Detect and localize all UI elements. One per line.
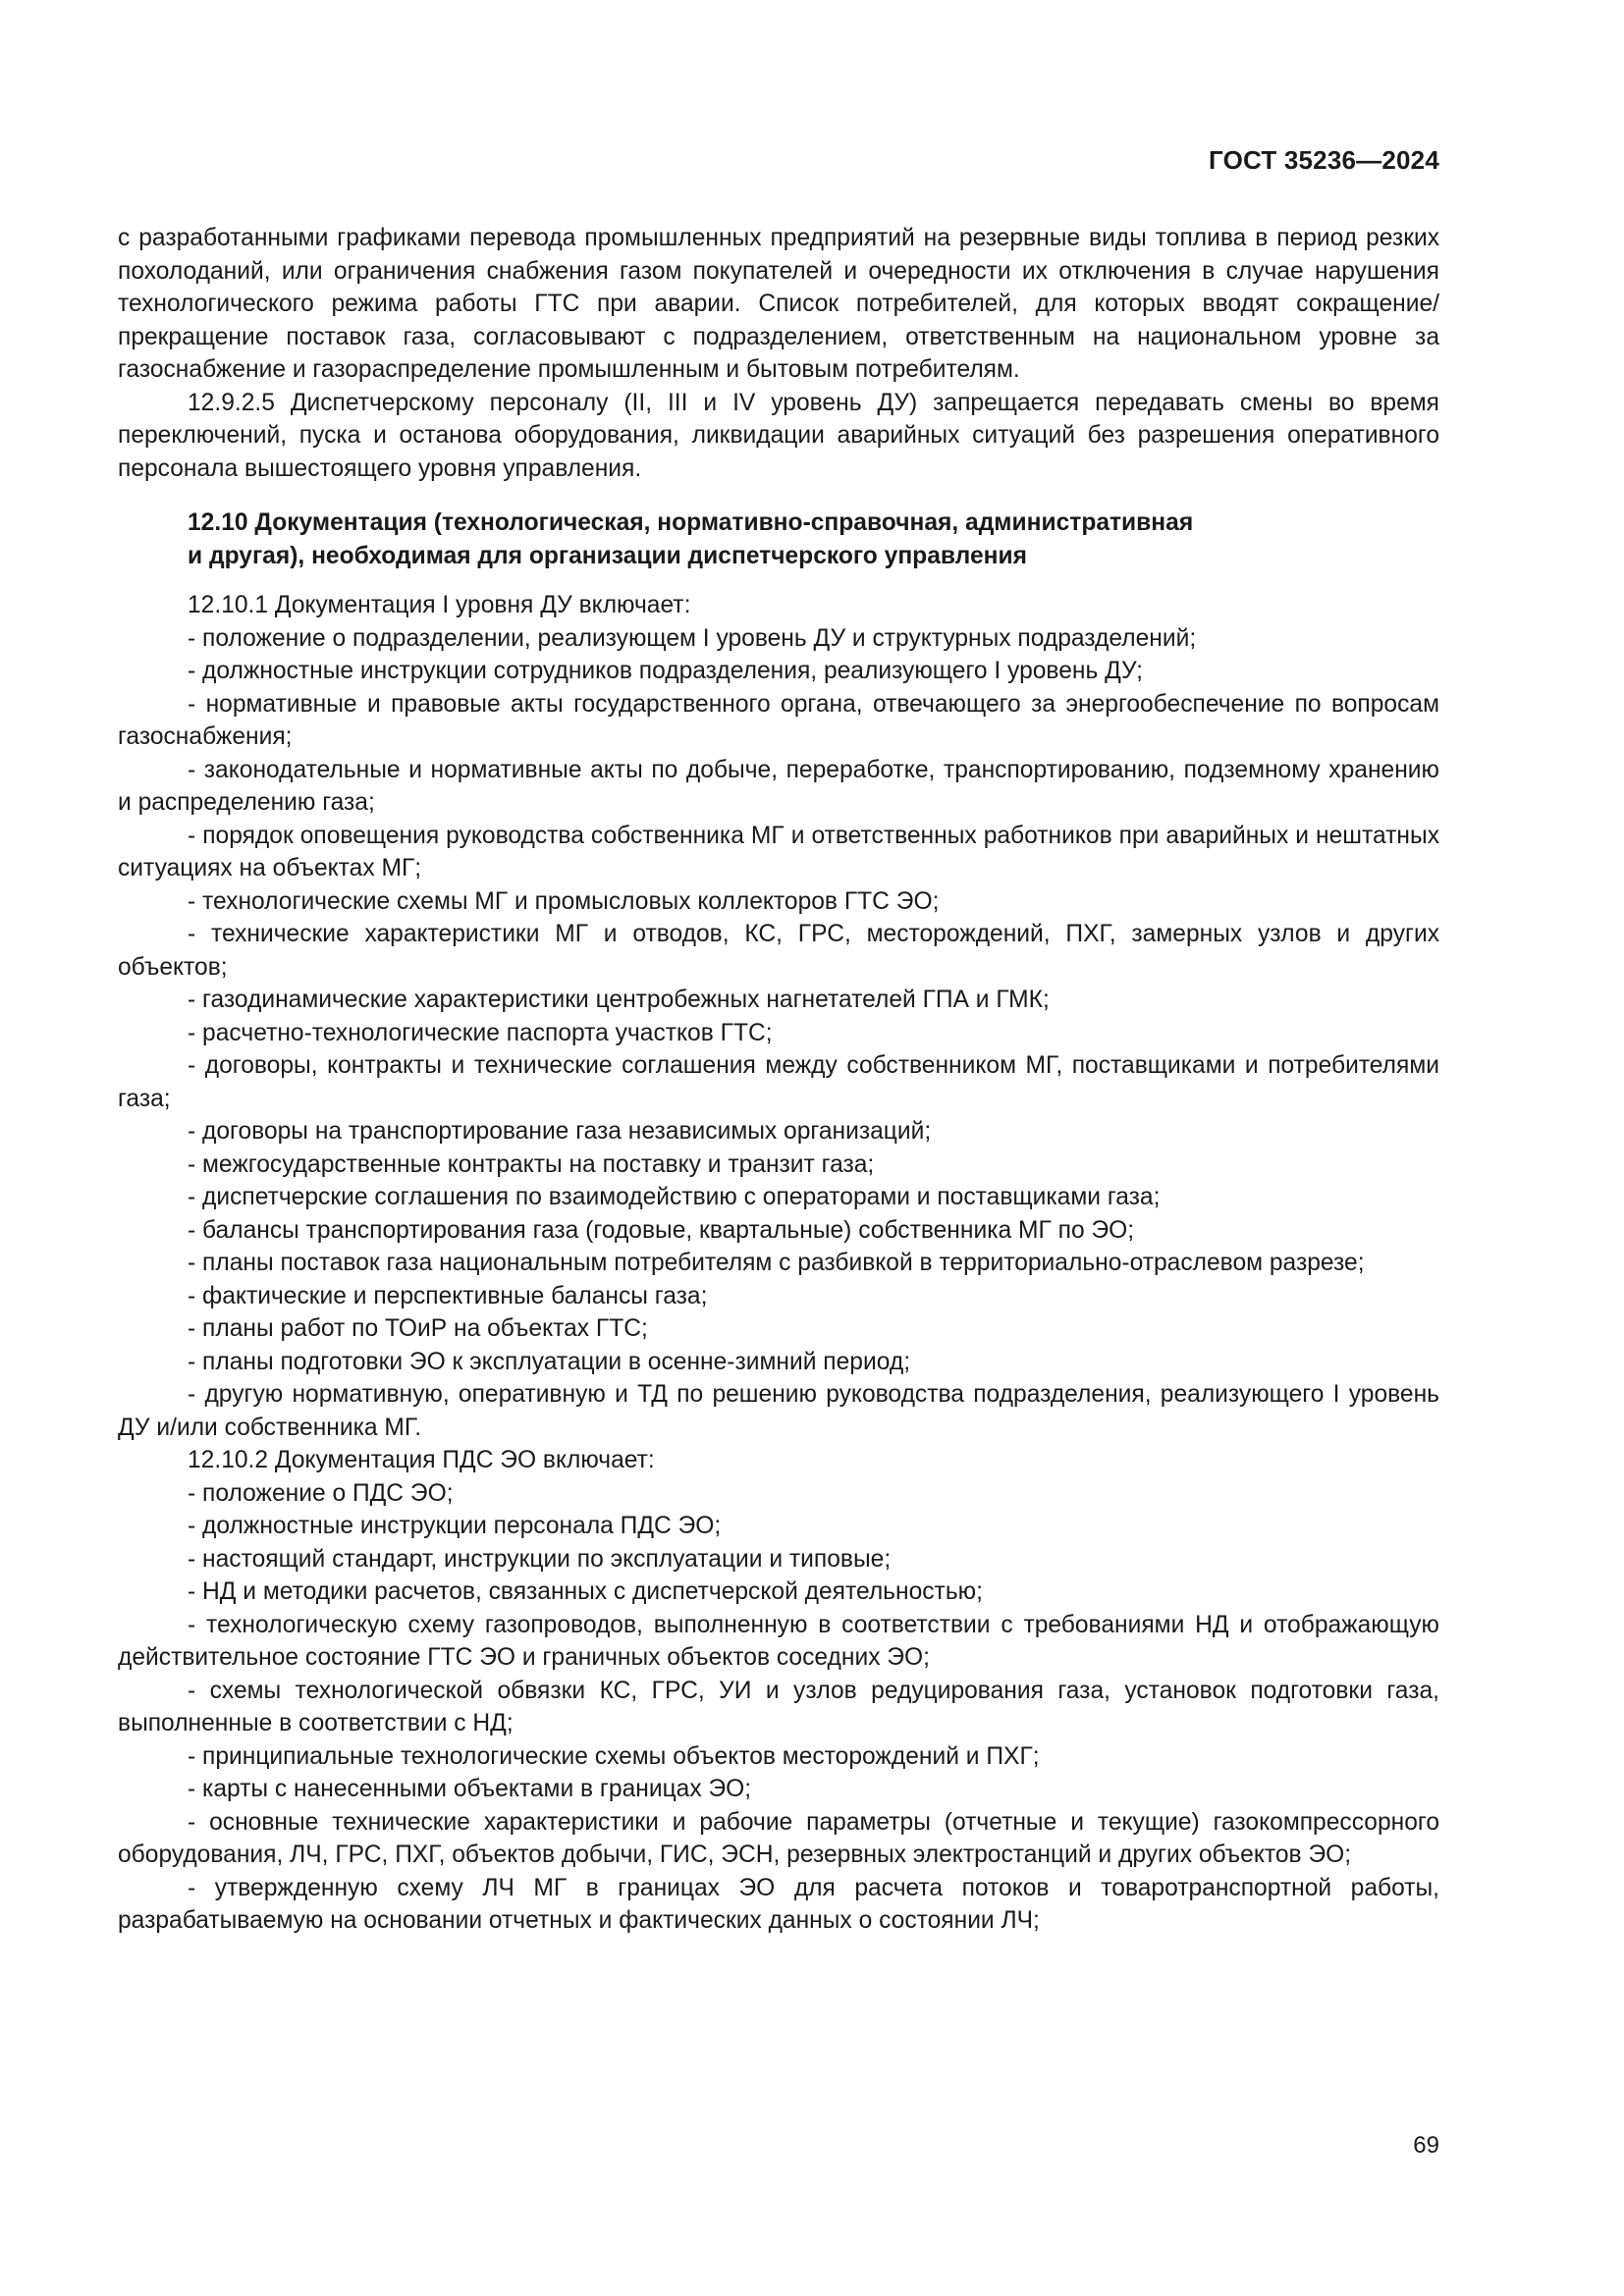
list-item: - газодинамические характеристики центробежных нагнетателей ГПА и ГМК; — [188, 987, 1050, 1013]
section-heading-line: и другая), необходимая для организации диспетчерского управления — [188, 543, 1027, 569]
document-body — [118, 222, 1439, 1938]
page-number: 69 — [1413, 2132, 1439, 2159]
list-item: - схемы технологической обвязки КС, ГРС, УИ и узлов редуцирования газа, установок подготовки газа, выполненные в соответствии с НД; — [118, 1677, 1439, 1736]
list-item: - законодательные и нормативные акты по добыче, переработке, транспортированию, подземному хранению и распределению газа; — [118, 756, 1439, 816]
list-item: - порядок оповещения руководства собственника МГ и ответственных работников при аварийных и нештатных ситуациях на объектах МГ; — [118, 822, 1439, 881]
list-item: - положение о ПДС ЭО; — [188, 1479, 454, 1507]
paragraph: 12.9.2.5 Диспетчерскому персоналу (II, III и IV уровень ДУ) запрещается передавать смены во время переключений, пуска и останова оборудования, ликвидации аварийных ситуаций без разрешения оперативного персонала вышестоящего уровня управления. — [118, 389, 1439, 482]
list-item: - расчетно-технологические паспорта участков ГТС; — [188, 1019, 773, 1046]
list-item: - другую нормативную, оперативную и ТД по решению руководства подразделения, реализующего I уровень ДУ и/или собственника МГ. — [118, 1381, 1439, 1441]
list-item: - технологическую схему газопроводов, выполненную в соответствии с требованиями НД и отображающую действительное состояние ГТС ЭО и граничных объектов соседних ЭО; — [118, 1611, 1439, 1671]
list-item: - планы работ по ТОиР на объектах ГТС; — [188, 1315, 648, 1342]
list-item: - положение о подразделении, реализующем I уровень ДУ и структурных подразделений; — [188, 624, 1197, 652]
list-item: - должностные инструкции сотрудников подразделения, реализующего I уровень ДУ; — [188, 658, 1143, 684]
list-item: - утвержденную схему ЛЧ МГ в границах ЭО для расчета потоков и товаротранспортной работы, разрабатываемую на основании отчетных и фактических данных о состоянии ЛЧ; — [118, 1874, 1439, 1934]
list-item: - технические характеристики МГ и отводов, КС, ГРС, месторождений, ПХГ, замерных узлов и других объектов; — [118, 921, 1439, 981]
list-item: - карты с нанесенными объектами в границах ЭО; — [188, 1776, 752, 1802]
list-item: - планы подготовки ЭО к эксплуатации в осенне-зимний период; — [188, 1348, 911, 1375]
list-item: - НД и методики расчетов, связанных с диспетчерской деятельностью; — [188, 1578, 983, 1605]
paragraph: 12.10.2 Документация ПДС ЭО включает: — [188, 1447, 655, 1473]
list-item: - принципиальные технологические схемы объектов месторождений и ПХГ; — [188, 1742, 1040, 1770]
list-item: - межгосударственные контракты на поставку и транзит газа; — [188, 1150, 875, 1178]
list-item: - фактические и перспективные балансы газа; — [188, 1282, 708, 1309]
list-item: - нормативные и правовые акты государственного органа, отвечающего за энергообеспечение по вопросам газоснабжения; — [118, 690, 1439, 750]
section-heading-line: 12.10 Документация (технологическая, нормативно-справочная, административная — [188, 509, 1194, 536]
list-item: - должностные инструкции персонала ПДС ЭО; — [188, 1513, 722, 1539]
list-item: - планы поставок газа национальным потребителям с разбивкой в территориально-отраслевом разрезе; — [188, 1250, 1365, 1276]
list-item: - договоры, контракты и технические соглашения между собственником МГ, поставщиками и потребителями газа; — [118, 1052, 1439, 1112]
document-header: ГОСТ 35236—2024 — [1209, 145, 1439, 175]
section-heading — [118, 507, 1439, 573]
list-item: - технологические схемы МГ и промысловых коллекторов ГТС ЭО; — [188, 887, 940, 915]
list-item: - основные технические характеристики и рабочие параметры (отчетные и текущие) газокомпрессорного оборудования, ЛЧ, ГРС, ПХГ, объектов добычи, ГИС, ЭСН, резервных электростанций и других объектов ЭО; — [118, 1808, 1439, 1868]
list-item: - договоры на транспортирование газа независимых организаций; — [188, 1118, 932, 1145]
paragraph: с разработанными графиками перевода промышленных предприятий на резервные виды топлива в период резких похолоданий, или ограничения снабжения газом покупателей и очередности их отключения в случае нарушения технологического режима работы ГТС при аварии. Список потребителей, для которых вводят сокращение/прекращение поставок газа, согласовывают с подразделением, ответственным на национальном уровне за газоснабжение и газораспределение промышленным и бытовым потребителям. — [118, 225, 1439, 383]
list-item: - балансы транспортирования газа (годовые, квартальные) собственника МГ по ЭО; — [188, 1216, 1135, 1244]
list-item: - диспетчерские соглашения по взаимодействию с операторами и поставщиками газа; — [188, 1184, 1161, 1210]
paragraph: 12.10.1 Документация I уровня ДУ включает: — [188, 592, 691, 618]
list-item: - настоящий стандарт, инструкции по эксплуатации и типовые; — [188, 1545, 892, 1573]
